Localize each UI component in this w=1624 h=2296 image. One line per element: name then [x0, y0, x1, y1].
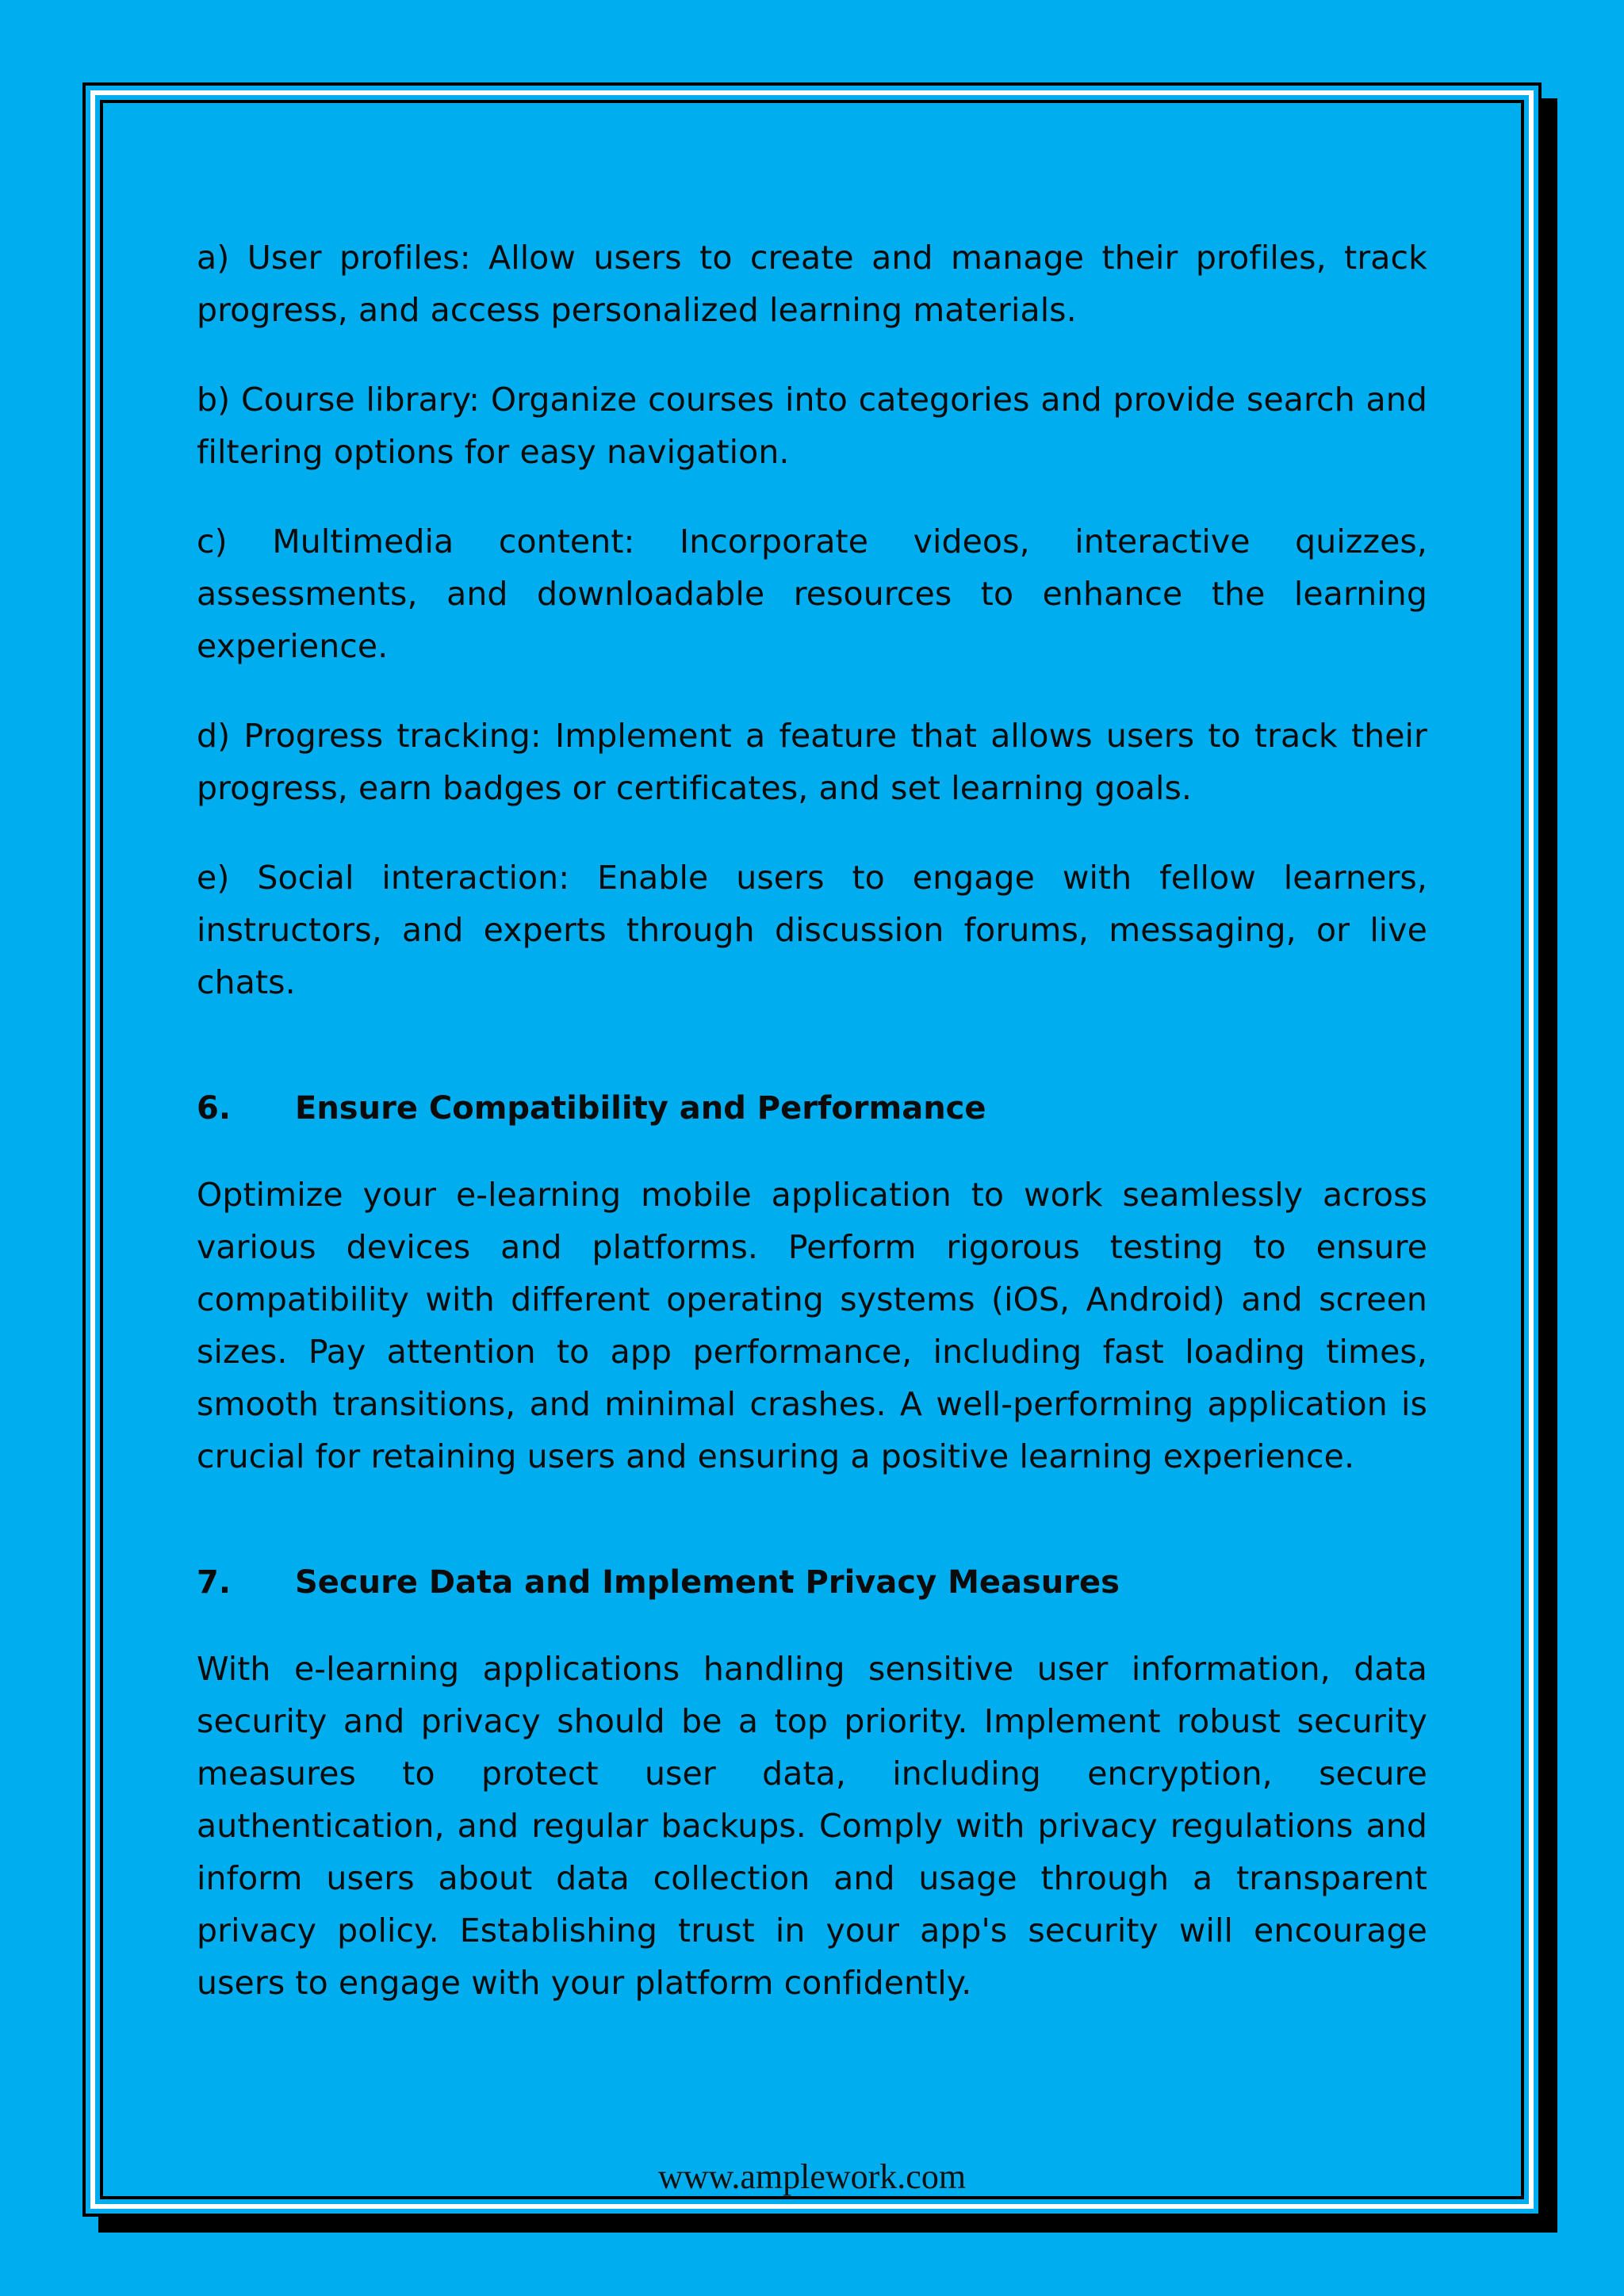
section-6-heading: [197, 1082, 1427, 1135]
footer-website-url: www.amplework.com: [657, 2157, 967, 2196]
section-7-heading: [197, 1556, 1427, 1609]
section-6-number: 6.: [197, 1090, 232, 1127]
section-6-body: Optimize your e-learning mobile application to work seamlessly across various devices and platforms. Perform rigorous testing to ensure compatibility with different operating systems (iOS, Android) and screen sizes. Pay attention to app performance, including fast loading times, smooth transitions, and minimal crashes. A well-performing application is crucial for retaining users and ensuring a positive learning experience.: [197, 1176, 1427, 1475]
section-7-title: Secure Data and Implement Privacy Measures: [295, 1564, 1120, 1601]
section-7-body: With e-learning applications handling sensitive user information, data security and privacy should be a top priority. Implement robust security measures to protect user data, including encryption, secure authentication, and regular backups. Comply with privacy regulations and inform users about data collection and usage through a transparent privacy policy. Establishing trust in your app's security will encourage users to engage with your platform confidently.: [197, 1650, 1427, 2002]
page-content: [197, 232, 1427, 2046]
feature-item-course-library: b) Course library: Organize courses into categories and provide search and filtering options for easy navigation.: [197, 381, 1427, 471]
feature-item-progress-tracking: d) Progress tracking: Implement a feature that allows users to track their progress, earn badges or certificates, and set learning goals.: [197, 717, 1427, 807]
feature-item-multimedia-content: c) Multimedia content: Incorporate videos, interactive quizzes, assessments, and downloadable resources to enhance the learning experience.: [197, 522, 1427, 665]
section-7-number: 7.: [197, 1564, 232, 1601]
section-6-title: Ensure Compatibility and Performance: [295, 1090, 986, 1127]
feature-item-social-interaction: e) Social interaction: Enable users to engage with fellow learners, instructors, and experts through discussion forums, messaging, or live chats.: [197, 859, 1427, 1001]
feature-item-user-profiles: a) User profiles: Allow users to create and manage their profiles, track progress, and access personalized learning materials.: [197, 239, 1427, 329]
